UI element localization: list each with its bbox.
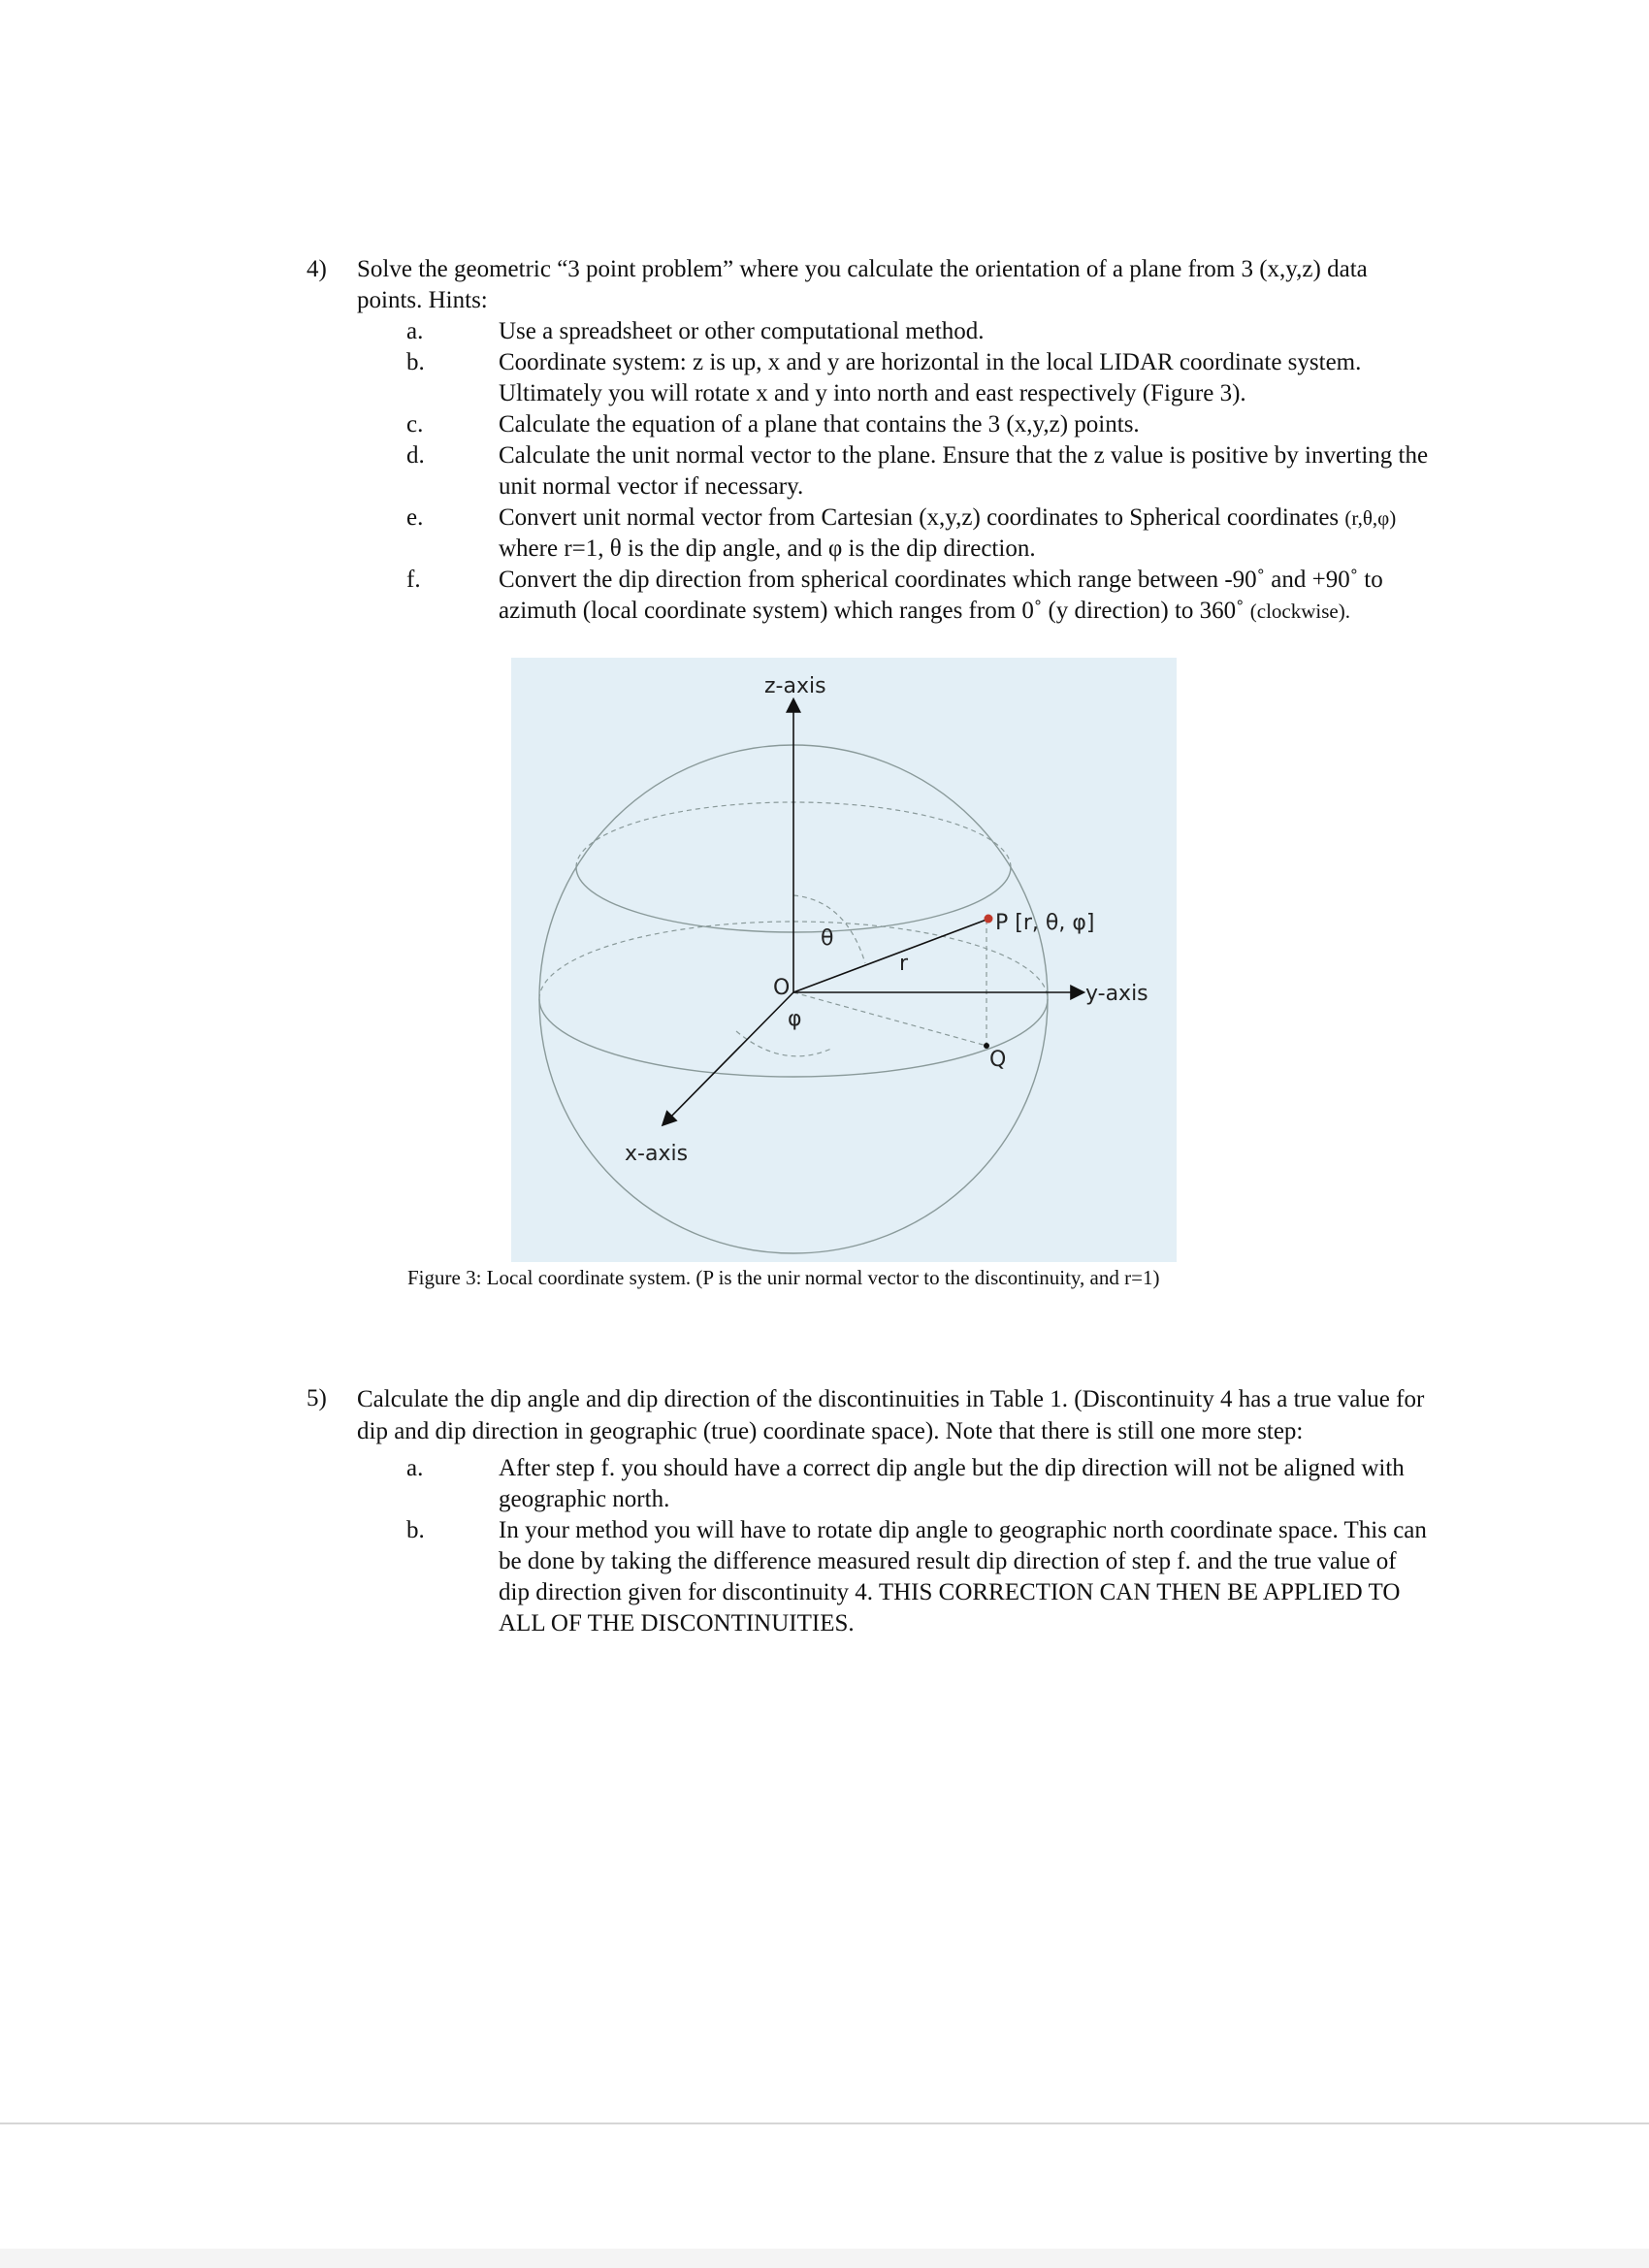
hint-item: [307, 347, 1432, 409]
radius-label: r: [899, 952, 909, 976]
hint-letter: d.: [406, 442, 425, 469]
scan-page-edge: [0, 2122, 1649, 2124]
origin-label: O: [773, 976, 791, 1000]
hint-text-small: (clockwise).: [1249, 599, 1350, 623]
hint-letter: a.: [406, 1455, 424, 1481]
hint-item: [307, 565, 1432, 627]
hint-item: [307, 1453, 1432, 1515]
question-5-intro: Calculate the dip angle and dip direction of the discontinuities in Table 1. (Discontinuity 4 has a true value for dip and dip direction in geographic (true) coordinate space). Note that there is still one more step:: [357, 1386, 1425, 1444]
hint-text: [499, 502, 1432, 565]
hint-text-small: (r,θ,φ): [1344, 506, 1397, 530]
hint-item: [307, 1515, 1432, 1639]
question-5-hints: [307, 1453, 1432, 1639]
hint-item: [307, 409, 1432, 440]
point-p-label: P [r, θ, φ]: [995, 911, 1095, 935]
hint-text: [499, 565, 1432, 627]
hint-letter: a.: [406, 318, 424, 344]
phi-label: φ: [788, 1007, 802, 1031]
projection-line: [793, 992, 986, 1046]
hint-text: Coordinate system: z is up, x and y are horizontal in the local LIDAR coordinate system. Ultimately you will rotate x and y into north and east respectively (Figure 3).: [499, 349, 1362, 406]
hint-letter: b.: [406, 349, 425, 375]
spherical-coordinate-diagram: [511, 658, 1177, 1262]
question-4-intro: Solve the geometric “3 point problem” where you calculate the orientation of a plane from 3 (x,y,z) data points. Hints:: [357, 256, 1368, 313]
figure-3-diagram: [511, 658, 1177, 1262]
hint-item: [307, 316, 1432, 347]
hint-item: [307, 502, 1432, 565]
question-5-number: 5): [307, 1385, 327, 1411]
hint-letter: c.: [406, 411, 424, 437]
figure-3-caption: Figure 3: Local coordinate system. (P is the unir normal vector to the discontinuity, and r=1): [407, 1266, 1160, 1289]
question-4: [307, 254, 1432, 627]
z-axis-label: z-axis: [764, 674, 826, 698]
hint-text: Calculate the equation of a plane that contains the 3 (x,y,z) points.: [499, 411, 1140, 437]
point-q-label: Q: [989, 1048, 1007, 1072]
hint-text-tail: where r=1, θ is the dip angle, and φ is the dip direction.: [499, 535, 1036, 562]
hint-text: In your method you will have to rotate dip angle to geographic north coordinate space. This can be done by taking the difference measured result dip direction of step f. and the true value of dip direction given for discontinuity 4. THIS CORRECTION CAN THEN BE APPLIED TO ALL OF THE DISCONTINUITIES.: [499, 1517, 1427, 1636]
theta-label: θ: [821, 926, 834, 951]
question-4-number: 4): [307, 256, 327, 282]
x-axis-label: x-axis: [625, 1142, 689, 1166]
hint-letter: f.: [406, 567, 421, 593]
hint-text-main: Convert the dip direction from spherical coordinates which range between -90˚ and +90˚ to azimuth (local coordinate system) which ranges from 0˚ (y direction) to 360˚: [499, 567, 1383, 624]
hint-text-main: Convert unit normal vector from Cartesian (x,y,z) coordinates to Spherical coordinates: [499, 504, 1340, 531]
hint-item: [307, 440, 1432, 502]
question-4-hints: [307, 316, 1432, 627]
hint-text: Calculate the unit normal vector to the plane. Ensure that the z value is positive by inverting the unit normal vector if necessary.: [499, 442, 1429, 500]
hint-text: After step f. you should have a correct dip angle but the dip direction will not be aligned with geographic north.: [499, 1455, 1405, 1512]
x-axis-line: [663, 992, 793, 1124]
y-axis-label: y-axis: [1085, 982, 1148, 1006]
hint-text: Use a spreadsheet or other computational method.: [499, 318, 985, 344]
question-5: [307, 1383, 1432, 1639]
hint-letter: e.: [406, 504, 424, 531]
scan-bottom-margin: [0, 2249, 1649, 2268]
point-p-marker: [985, 915, 993, 923]
hint-letter: b.: [406, 1517, 425, 1543]
